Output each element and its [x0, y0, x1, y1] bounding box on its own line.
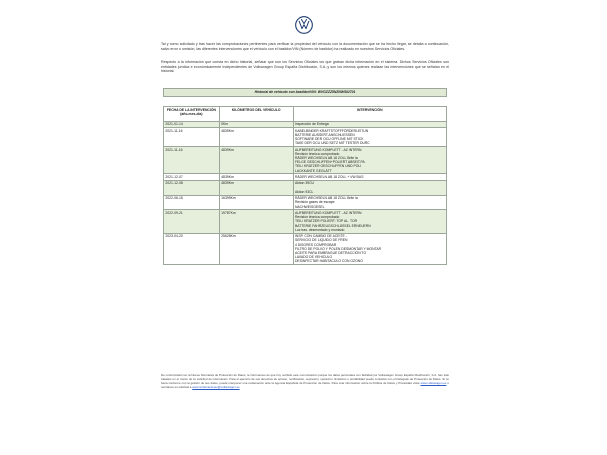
intervention-line: SOFTWARE DER OCU OFFLINE MIT STICK: [294, 136, 364, 141]
table-row: [164, 195, 447, 210]
cell-km: 4839Km: [219, 146, 293, 173]
intervention-line: Revisión gases de escape: [294, 200, 335, 205]
cell-km: 19787Km: [219, 210, 293, 233]
intervention-line: RÄDER WECHSELN AB 18 ZOLL Brite la: [294, 196, 358, 201]
intervention-line: SERVICIO DE LIQUIDO DE FREN: [294, 238, 348, 243]
intervention-line: NACHWEISGESEL: [294, 204, 325, 209]
intervention-line: BATTERIE AUSSERT.ANSCHLIESSEN: [294, 132, 355, 137]
header-intervention: INTERVENCIÓN: [293, 107, 446, 121]
cell-date: 2021-12-08: [164, 180, 220, 195]
cell-date: 2021-11-16: [164, 146, 220, 173]
intervention-line: Aktion 39CU: [294, 181, 314, 186]
footer-mid-text: o remítanos su solicitud a: [161, 380, 449, 389]
intervention-line: BATTERIE FAHRZEUGSCHLÜSSEL ERNEUERN: [294, 223, 371, 228]
intervention-line: TEIL/ KRATZER GESCHLIFFEN UND POLI: [294, 164, 362, 169]
cell-km: 4839Km: [219, 180, 293, 195]
intervention-line: TEIL/ KRATZER POLIERT: TOP AL. TOR: [294, 219, 358, 224]
cell-km: 0Km: [219, 121, 293, 127]
intervention-line: DESINFECTAR HABITACULO CON OZONO: [294, 259, 363, 264]
intervention-line: Inspección de Entrega: [294, 122, 329, 127]
table-body: [164, 121, 447, 265]
table-row: [164, 180, 447, 195]
header-date: FECHA DE LA INTERVENCIÓN (año-mes-día): [164, 107, 220, 121]
intervention-line: RÄDER WECHSELN AB 18 ZOLL Brite la: [294, 155, 358, 160]
intervention-line: AUFBEREITUNG KOMPLETT - AZ INTERN: [294, 210, 362, 215]
footer-link-email[interactable]: www.reclamaciones@volkswagen.es: [192, 384, 240, 389]
cell-intervention: [293, 127, 446, 146]
intervention-line: Aktion 93CL: [294, 189, 314, 194]
intervention-line: Revisión técnica comprobado: [294, 151, 340, 156]
table-spacer: [164, 97, 447, 107]
intervention-line: Revisión técnica comprobado: [294, 215, 340, 220]
intro-paragraph-2: Respecto a la información que consta en dicho historial, señalar que son los Servicios Oficiales los que graban dicha información en el sistema. Dichos Servicios Oficiales son entidades jurídica e económicamente independientes de Volkswagen Group España Distribución, S.A.,y son los mismos quienes realizan las intervenciones que se señalan en el historial.: [161, 60, 449, 74]
intervention-line: INSP. CON CAMBIO DE ACEITE -: [294, 234, 347, 239]
cell-km: 4839Km: [219, 127, 293, 146]
intervention-line: LAVADO DE VEHICULO: [294, 255, 333, 260]
cell-intervention: [293, 146, 446, 173]
header-km: KILÓMETROS DEL VEHÍCULO: [219, 107, 293, 121]
table-row: [164, 127, 447, 146]
cell-date: 2021-11-16: [164, 127, 220, 146]
cell-intervention: [293, 210, 446, 233]
table-row: [164, 210, 447, 233]
vw-logo-icon: [295, 16, 313, 34]
table-row: [164, 233, 447, 265]
intro-paragraph-1: Tal y como solicitado y tras hacer las comprobaciones pertinentes para verificar la propiedad del vehículo con la documentación que se ha hecho llegar, se detalla a continuación, salvo error u omisión, las diferentes intervenciones que el vehículo con el bastidor/VIN (Número de bastidor) ha realizado en nuestros Servicios Oficiales.: [161, 42, 449, 51]
cell-intervention: [293, 195, 446, 210]
cell-date: 2022-06-15: [164, 195, 220, 210]
privacy-footer: [161, 374, 449, 390]
cell-km: 4839Km: [219, 174, 293, 180]
intervention-line: AUFBEREITUNG KOMPLETT - AZ INTERN: [294, 147, 362, 152]
footer-text: De conformidad con la Nueva Normativa de Protección de Datos, le informamos de que hoy recibido este comunicación porque los datos personales con facilidad por Volkswagen Group España Distribución, S.A. han sido tratados en el marco de su solicitud de información. Para el ejercicio de sus derechos de acceso, rectificación, supresión, oposición, limitación o portabilidad puede contactar con el Delegado de Protección de Datos. Si no fuera conforme con la gestión de sus datos, puede interponer una reclamación ante la Agencia Española de Protección de Datos. Para más información sobre la Política de Datos y Privacidad visite: [161, 373, 449, 385]
cell-km: 25628Km: [219, 233, 293, 265]
table-row: [164, 146, 447, 173]
intervention-line: FELGE GESCHLIFFEN+POLIERT ABSEIT.PA: [294, 160, 365, 165]
intervention-line: KABELBINDER KRAFTSTOFFFÖRDERLEITUN: [294, 128, 369, 133]
table-title: Historial de vehículo con bastidor/VIN: WVGZZZ5NZNW502701: [164, 89, 447, 97]
cell-intervention: [293, 233, 446, 265]
cell-km: 16399Km: [219, 195, 293, 210]
cell-intervention: [293, 180, 446, 195]
cell-date: 2021-12-07: [164, 174, 220, 180]
intervention-line: RÄDER WECHSELN AB 18 ZOLL + VW BUS: [294, 174, 364, 179]
intervention-line: LACKKANTE GEGLÄTT: [294, 168, 332, 173]
cell-date: 2023-04-20: [164, 233, 220, 265]
intervention-line: TAKE DER OCU UND SETZ MIT TESTER DURC: [294, 141, 370, 146]
intervention-line: FILTRO DE POLVO Y POLEN DESMONTAR Y MONTAR: [294, 246, 382, 251]
vehicle-history-table: [163, 88, 447, 265]
cell-date: 2021-01-14: [164, 121, 220, 127]
cell-date: 2022-09-21: [164, 210, 220, 233]
intervention-line: Luz tras. desmontado y montado: [294, 227, 345, 232]
footer-link-website[interactable]: www.volkswagen.es: [420, 380, 447, 385]
intervention-line: 4 DISGRES COMPROBAR: [294, 242, 337, 247]
intervention-line: ACEITE PARA EMBRAGUE DETRACCIÓN TO: [294, 250, 367, 255]
